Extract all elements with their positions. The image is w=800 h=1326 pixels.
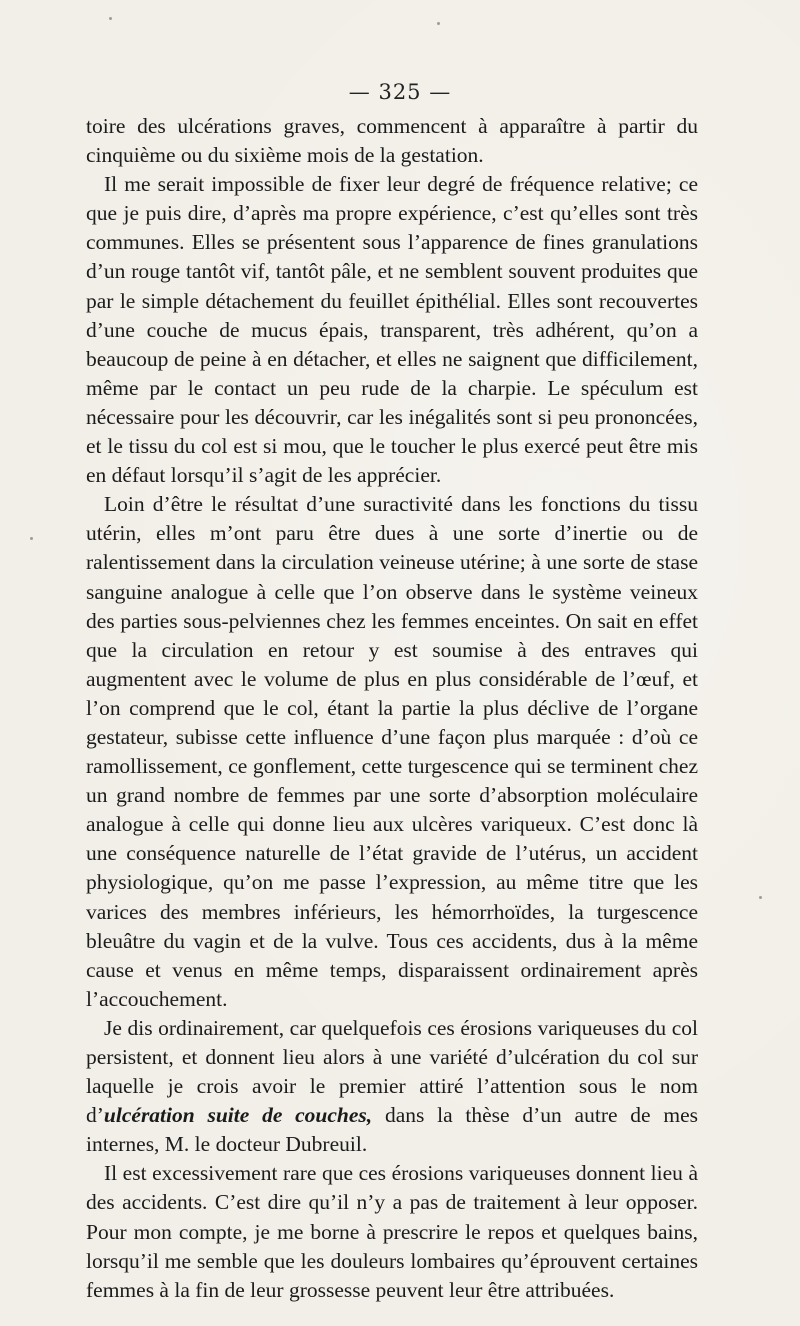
paragraph-persistence-before: Je dis ordinairement, car quelquefois ces érosions variqueuses du col persistent, et donnent lieu alors à une variété d’ulcération du col sur laquelle je crois avoir le premier attiré l’attention sous le nom d’ [86,1015,698,1128]
ink-speck [759,896,762,899]
paragraph-frequency: Il me serait impossible de fixer leur degré de fréquence relative; ce que je puis dire, d’après ma propre expérience, c’est qu’elles sont très communes. Elles se présentent sous l’apparence de fines granulations d’un rouge tantôt vif, tantôt pâle, et ne semblent souvent produites que par le simple détachement du feuillet épithélial. Elles sont recouvertes d’une couche de mucus épais, transparent, très adhérent, qu’on a beaucoup de peine à en détacher, et elles ne saignent que difficilement, même par le contact un peu rude de la charpie. Le spéculum est nécessaire pour les découvrir, car les inégalités sont si peu prononcées, et le tissu du col est si mou, que le toucher le plus exercé peut être mis en défaut lorsqu’il s’agit de les apprécier. [86,172,698,488]
ink-speck [437,22,440,25]
paragraph-treatment: Il est excessivement rare que ces érosions variqueuses donnent lieu à des accidents. C’est dire qu’il n’y a pas de traitement à leur opposer. Pour mon compte, je me borne à prescrire le repos et quelques bains, lorsqu’il me semble que les douleurs lombaires qu’éprouvent certaines femmes à la fin de leur grossesse peuvent leur être attribuées. [86,1161,698,1302]
body-text [86,112,698,1305]
paragraph-persistence-after: dans la thèse d’un autre de mes internes, M. le docteur Dubreuil. [86,1103,698,1157]
paragraph-persistence [86,1014,698,1159]
paragraph-continuation: toire des ulcérations graves, commencent à apparaître à partir du cinquième ou du sixième mois de la gestation. [86,114,698,168]
ink-speck [109,17,112,20]
page-number: — 325 — [348,80,452,104]
ink-speck [30,537,33,540]
paragraph-persistence-italic: ulcération suite de couches, [103,1103,373,1128]
paragraph-cause: Loin d’être le résultat d’une suractivité dans les fonctions du tissu utérin, elles m’ont paru être dues à une sorte d’inertie ou de ralentissement dans la circulation veineuse utérine; à une sorte de stase sanguine analogue à celle que l’on observe dans le système veineux des parties sous-pelviennes chez les femmes enceintes. On sait en effet que la circulation en retour y est soumise à des entraves qui augmentent avec le volume de plus en plus considérable de l’œuf, et l’on comprend que le col, étant la partie la plus déclive de l’organe gestateur, subisse cette influence d’une façon plus marquée : d’où ce ramollissement, ce gonflement, cette turgescence qui se terminent chez un grand nombre de femmes par une sorte d’absorption moléculaire analogue à celle qui donne lieu aux ulcères variqueux. C’est donc là une conséquence naturelle de l’état gravide de l’utérus, un accident physiologique, qu’on me passe l’expression, au même titre que les varices des membres inférieurs, les hémorrhoïdes, la turgescence bleuâtre du vagin et de la vulve. Tous ces accidents, dus à la même cause et venus en même temps, disparaissent ordinairement après l’accouchement. [86,492,698,1011]
